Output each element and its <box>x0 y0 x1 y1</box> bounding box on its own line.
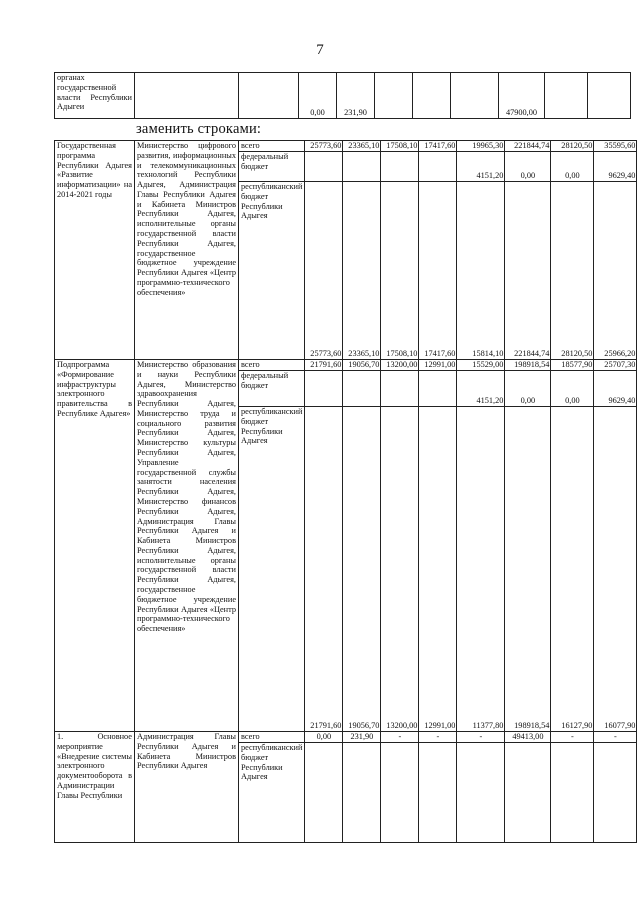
value-cell <box>381 371 419 407</box>
value-cell <box>381 152 419 182</box>
fragment-value: 231,90 <box>337 73 375 119</box>
value-cell <box>343 743 381 843</box>
source-label: федеральный бюджет <box>239 152 305 182</box>
activity-name: 1. Основное мероприятие «Внедрение системы электронного документооборота в Администрации Главы Республики <box>55 732 135 843</box>
fragment-name: органах государственной власти Республики Адыгеи <box>55 73 135 119</box>
program-table <box>54 140 637 843</box>
value-cell <box>419 371 457 407</box>
value-cell: 18577,90 <box>551 360 594 371</box>
source-label: всего <box>239 732 305 743</box>
value-cell: 23365,10 <box>343 141 381 152</box>
value-cell: 0,00 <box>551 152 594 182</box>
value-cell: 28120,50 <box>551 141 594 152</box>
value-cell: 13200,00 <box>381 407 419 732</box>
source-label: федеральный бюджет <box>239 371 305 407</box>
value-cell: 17508,10 <box>381 182 419 360</box>
value-cell <box>551 743 594 843</box>
fragment-executor <box>135 73 239 119</box>
table-row <box>55 141 637 152</box>
value-cell: - <box>594 732 637 743</box>
source-label: всего <box>239 360 305 371</box>
value-cell: - <box>381 732 419 743</box>
value-cell <box>381 743 419 843</box>
fragment-source <box>239 73 299 119</box>
fragment-value: 47900,00 <box>499 73 545 119</box>
value-cell: 25773,60 <box>305 182 343 360</box>
value-cell: 4151,20 <box>457 371 505 407</box>
table-row <box>55 360 637 371</box>
source-label: республиканский бюджет Республики Адыгея <box>239 182 305 360</box>
value-cell <box>594 743 637 843</box>
fragment-value <box>545 73 588 119</box>
value-cell <box>305 371 343 407</box>
value-cell: 23365,10 <box>343 182 381 360</box>
value-cell: 25707,30 <box>594 360 637 371</box>
value-cell: 49413,00 <box>505 732 551 743</box>
value-cell: 19056,70 <box>343 360 381 371</box>
value-cell: 16077,90 <box>594 407 637 732</box>
value-cell: 198918,54 <box>505 407 551 732</box>
fragment-value <box>451 73 499 119</box>
value-cell <box>343 371 381 407</box>
program-executor: Министерство цифрового развития, информационных и телекоммуникационных технологий Республики Адыгея, Администрация Главы Республики Адыгея и Кабинета Министров Республики Адыгея, исполнительные органы государственной власти Республики Адыгея, государственное бюджетное учреждение Республики Адыгея «Центр программно-технического обеспечения» <box>135 141 239 360</box>
value-cell <box>343 152 381 182</box>
previous-table-fragment <box>54 72 631 119</box>
value-cell: 9629,40 <box>594 152 637 182</box>
value-cell: 17508,10 <box>381 141 419 152</box>
value-cell: 221844,74 <box>505 141 551 152</box>
value-cell: 0,00 <box>305 732 343 743</box>
fragment-value <box>375 73 413 119</box>
value-cell: 16127,90 <box>551 407 594 732</box>
replace-heading: заменить строками: <box>136 121 262 137</box>
value-cell: 17417,60 <box>419 182 457 360</box>
value-cell: 17417,60 <box>419 141 457 152</box>
value-cell: 25966,20 <box>594 182 637 360</box>
subprogram-executor: Министерство образования и науки Республики Адыгея, Министерство здравоохранения Республики Адыгея, Министерство труда и социального развития Республики Адыгея, Министерство культуры Республики Адыгея, Управление государственной службы занятости населения Республики Адыгея, Министерство финансов Республики Адыгея, Администрация Главы Республики Адыгея и Кабинета Министров Республики Адыгея, исполнительные органы государственной власти Республики Адыгея, государственное бюджетное учреждение Республики Адыгея «Центр программно-технического обеспечения» <box>135 360 239 732</box>
value-cell <box>457 743 505 843</box>
fragment-value: 0,00 <box>299 73 337 119</box>
value-cell: 13200,00 <box>381 360 419 371</box>
value-cell <box>505 743 551 843</box>
value-cell: 35595,60 <box>594 141 637 152</box>
value-cell: 231,90 <box>343 732 381 743</box>
value-cell: 198918,54 <box>505 360 551 371</box>
value-cell: 28120,50 <box>551 182 594 360</box>
value-cell <box>305 152 343 182</box>
activity-executor: Администрация Главы Республики Адыгея и Кабинета Министров Республики Адыгея <box>135 732 239 843</box>
value-cell: 9629,40 <box>594 371 637 407</box>
value-cell <box>419 152 457 182</box>
value-cell: - <box>551 732 594 743</box>
value-cell: 221844,74 <box>505 182 551 360</box>
value-cell: 21791,60 <box>305 360 343 371</box>
fragment-value <box>413 73 451 119</box>
source-label: республиканский бюджет Республики Адыгея <box>239 743 305 843</box>
value-cell <box>305 743 343 843</box>
subprogram-name: Подпрограмма «Формирование инфраструктуры электронного правительства в Республике Адыгея» <box>55 360 135 732</box>
value-cell: 19965,30 <box>457 141 505 152</box>
value-cell: 12991,00 <box>419 407 457 732</box>
source-label: всего <box>239 141 305 152</box>
page-number: 7 <box>316 42 324 58</box>
value-cell: 0,00 <box>505 152 551 182</box>
table-row <box>55 732 637 743</box>
value-cell: 0,00 <box>505 371 551 407</box>
value-cell: 12991,00 <box>419 360 457 371</box>
value-cell: 15814,10 <box>457 182 505 360</box>
value-cell: - <box>457 732 505 743</box>
source-label: республиканский бюджет Республики Адыгея <box>239 407 305 732</box>
value-cell: 21791,60 <box>305 407 343 732</box>
fragment-value <box>588 73 631 119</box>
value-cell: 0,00 <box>551 371 594 407</box>
value-cell: - <box>419 732 457 743</box>
value-cell: 25773,60 <box>305 141 343 152</box>
value-cell: 4151,20 <box>457 152 505 182</box>
value-cell: 15529,00 <box>457 360 505 371</box>
value-cell: 11377,80 <box>457 407 505 732</box>
value-cell <box>419 743 457 843</box>
value-cell: 19056,70 <box>343 407 381 732</box>
program-name: Государственная программа Республики Адыгея «Развитие информатизации» на 2014-2021 годы <box>55 141 135 360</box>
